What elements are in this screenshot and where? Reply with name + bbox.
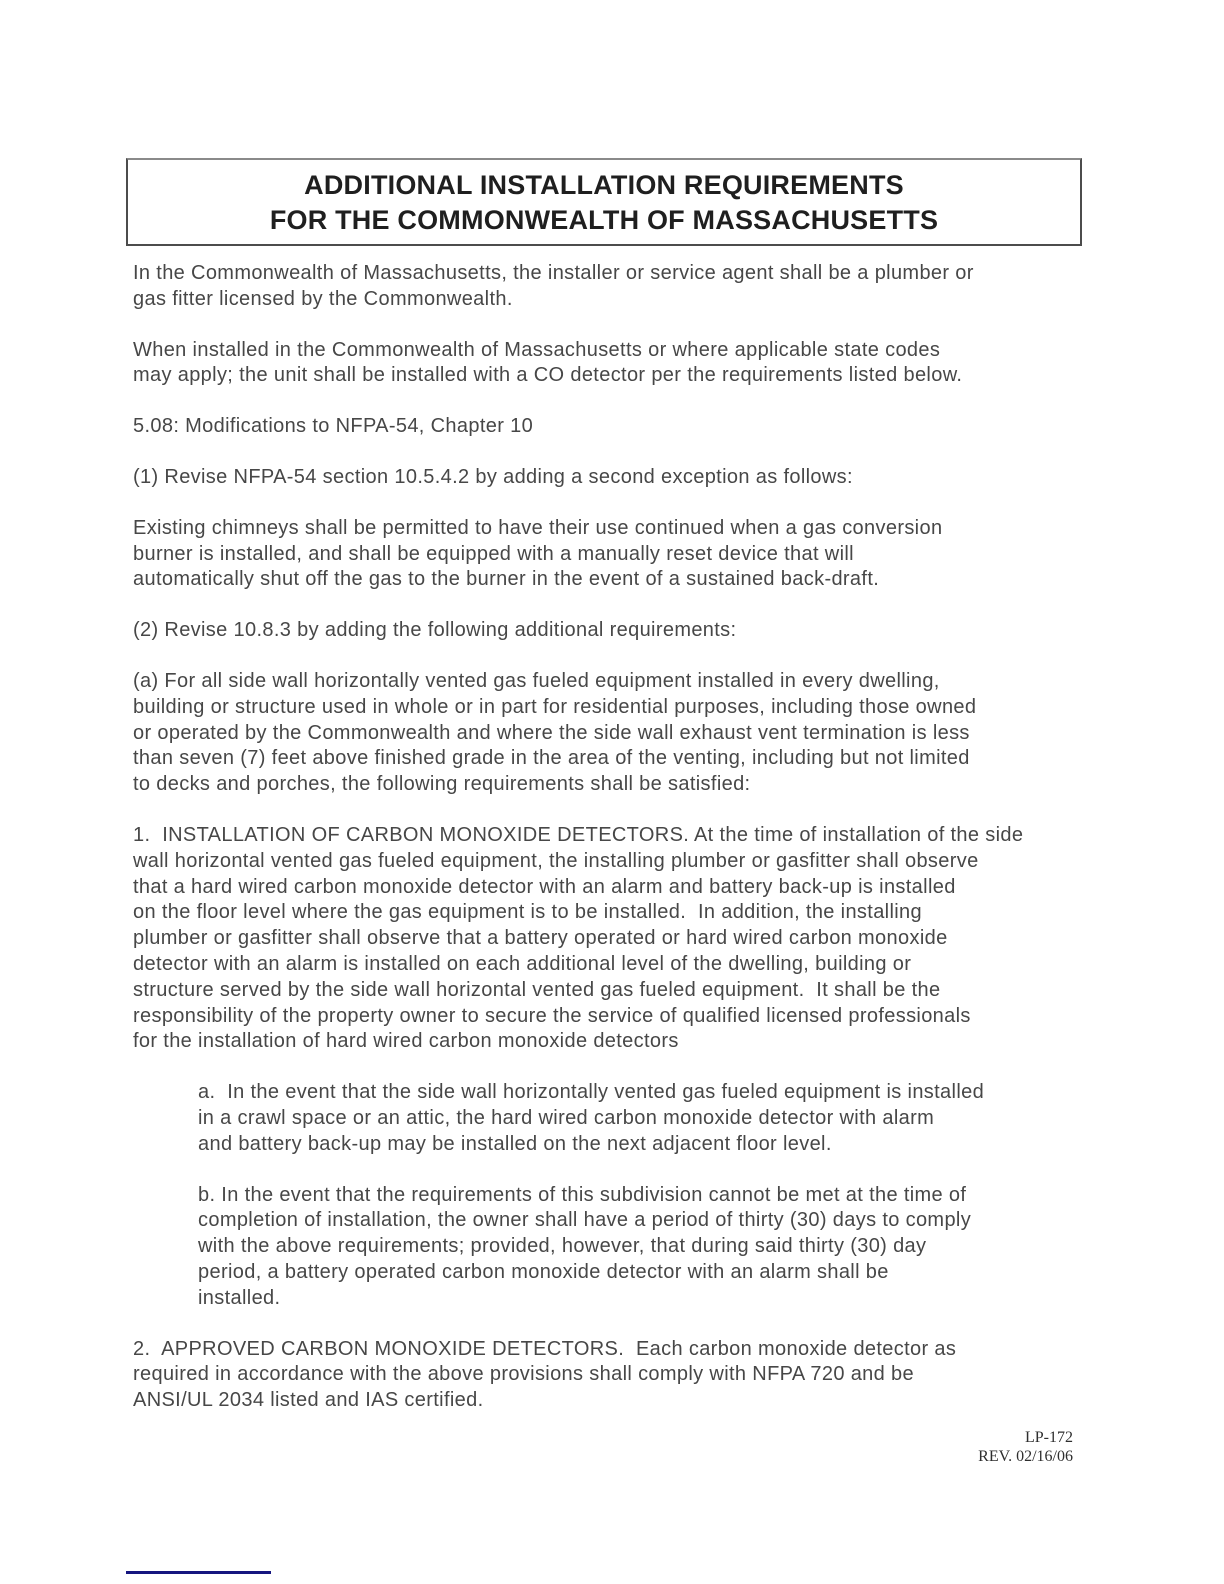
text-line: period, a battery operated carbon monoxide detector with an alarm shall be [198,1260,889,1283]
text-line: When installed in the Commonwealth of Massachusetts or where applicable state codes [133,338,941,361]
paragraph-subsection-a [133,669,1098,798]
text-line: or operated by the Commonwealth and where the side wall exhaust vent termination is less [133,721,970,744]
paragraph-existing-chimneys [133,516,1098,593]
text-line: than seven (7) feet above finished grade in the area of the venting, including but not limited [133,747,970,770]
text-line: Existing chimneys shall be permitted to have their use continued when a gas conversion [133,516,943,539]
text-line: to decks and porches, the following requirements shall be satisfied: [133,773,751,796]
title-box [126,158,1082,246]
doc-revision: REV. 02/16/06 [978,1448,1073,1465]
text-line: that a hard wired carbon monoxide detector with an alarm and battery back-up is installed [133,875,956,898]
document-body [133,261,1098,1439]
text-line: a. In the event that the side wall horizontally vented gas fueled equipment is installed [198,1081,985,1104]
text-line: responsibility of the property owner to secure the service of qualified licensed professionals [133,1004,971,1027]
text-line: ANSI/UL 2034 listed and IAS certified. [133,1389,484,1412]
text-line: for the installation of hard wired carbon monoxide detectors [133,1030,679,1053]
text-line: In the Commonwealth of Massachusetts, the installer or service agent shall be a plumber or [133,262,974,284]
paragraph-licensing [133,261,1098,313]
text-line: (1) Revise NFPA-54 section 10.5.4.2 by adding a second exception as follows: [133,465,853,488]
document-title-line-1: ADDITIONAL INSTALLATION REQUIREMENTS [304,170,904,200]
text-line: on the floor level where the gas equipment is to be installed. In addition, the installing [133,901,922,924]
text-line: building or structure used in whole or in part for residential purposes, including those owned [133,695,977,718]
bottom-accent-line [126,1571,271,1574]
paragraph-item-2-approved-detectors [133,1337,1098,1414]
text-line: (a) For all side wall horizontally vented gas fueled equipment installed in every dwelling, [133,669,940,692]
text-line: structure served by the side wall horizontal vented gas fueled equipment. It shall be the [133,978,941,1001]
paragraph-section-5-08 [133,414,1098,440]
text-line: 5.08: Modifications to NFPA-54, Chapter 10 [133,415,534,438]
text-line: in a crawl space or an attic, the hard wired carbon monoxide detector with alarm [198,1106,935,1129]
document-footer [978,1428,1073,1466]
text-line: gas fitter licensed by the Commonwealth. [133,287,513,310]
text-line: may apply; the unit shall be installed with a CO detector per the requirements listed below. [133,364,963,387]
text-line: automatically shut off the gas to the burner in the event of a sustained back-draft. [133,568,880,591]
text-line: burner is installed, and shall be equipped with a manually reset device that will [133,542,854,565]
text-line: detector with an alarm is installed on each additional level of the dwelling, building or [133,952,912,975]
document-title-line-2: FOR THE COMMONWEALTH OF MASSACHUSETTS [269,205,939,235]
text-line: installed. [198,1286,281,1309]
paragraph-revision-2 [133,618,1098,644]
text-line: plumber or gasfitter shall observe that a battery operated or hard wired carbon monoxide [133,927,948,950]
paragraph-item-1-installation [133,823,1098,1055]
paragraph-item-1a-crawl-space [198,1080,1098,1157]
doc-number: LP-172 [1025,1429,1073,1446]
text-line: 1. INSTALLATION OF CARBON MONOXIDE DETECTORS. At the time of installation of the side [133,823,1024,846]
paragraph-item-1b-thirty-days [198,1183,1098,1312]
text-line: required in accordance with the above provisions shall comply with NFPA 720 and be [133,1363,914,1386]
text-line: b. In the event that the requirements of this subdivision cannot be met at the time of [198,1183,967,1206]
paragraph-revision-1 [133,465,1098,491]
text-line: wall horizontal vented gas fueled equipment, the installing plumber or gasfitter shall observe [133,849,979,872]
text-line: completion of installation, the owner shall have a period of thirty (30) days to comply [198,1209,972,1232]
text-line: with the above requirements; provided, however, that during said thirty (30) day [198,1235,927,1258]
text-line: (2) Revise 10.8.3 by adding the following additional requirements: [133,619,737,642]
paragraph-co-detector-requirement [133,338,1098,390]
text-line: and battery back-up may be installed on the next adjacent floor level. [198,1132,832,1155]
text-line: 2. APPROVED CARBON MONOXIDE DETECTORS. Each carbon monoxide detector as [133,1337,957,1360]
